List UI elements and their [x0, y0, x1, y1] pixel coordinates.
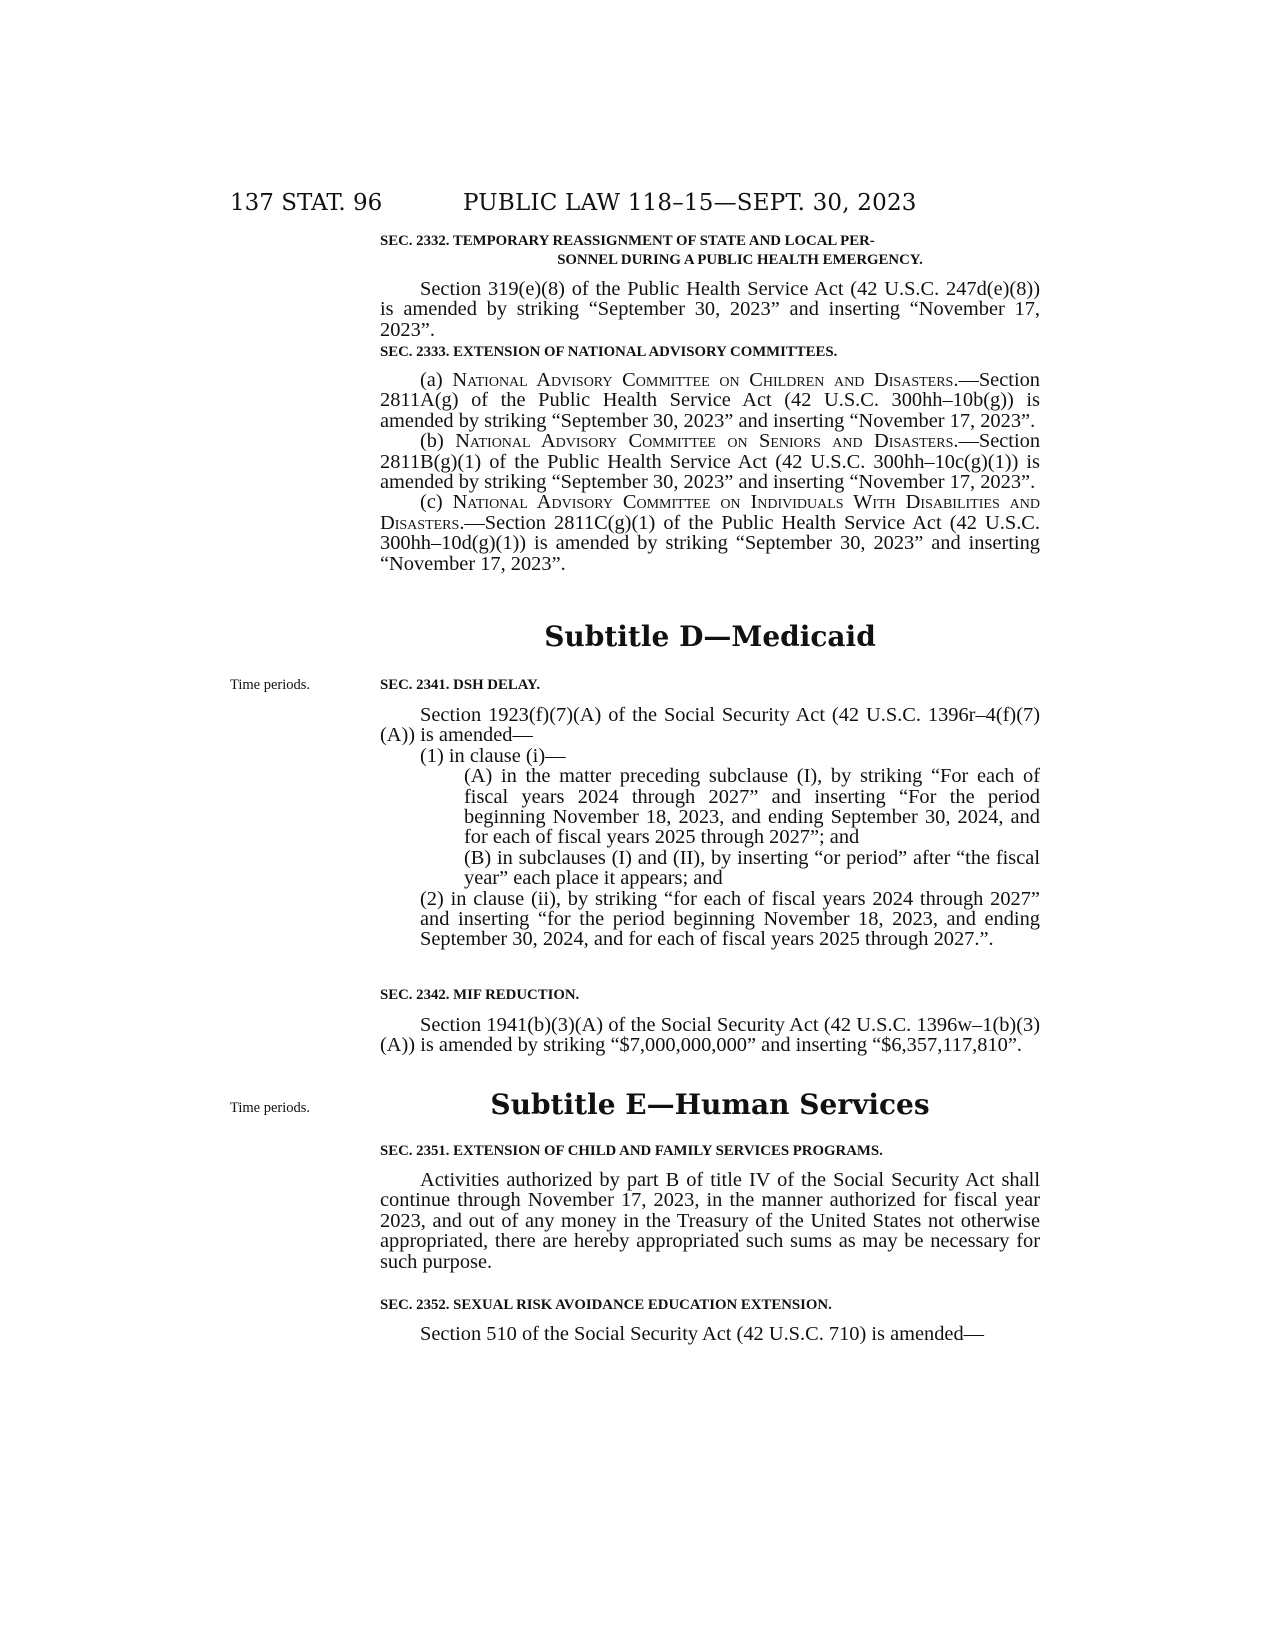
- section-intro: Section 1923(f)(7)(A) of the Social Security Act (42 U.S.C. 1396r–4(f)(7)(A)) is amended—: [380, 704, 1040, 747]
- subsection-label: (c): [420, 491, 453, 514]
- section-2351: [380, 1142, 1040, 1272]
- paragraph-1: (1) in clause (i)—: [420, 744, 566, 767]
- section-heading-line: SEC. 2332. TEMPORARY REASSIGNMENT OF STATE AND LOCAL PER-: [380, 233, 875, 249]
- subparagraph-text: (A) in the matter preceding subclause (I), by striking “For each of fiscal years 2024 through 2027” and inserting “For the period beginning November 18, 2023, and ending September 30, 2024, and for each of fiscal years 2025 through 2027”; and: [464, 765, 1040, 849]
- subsection-b: [380, 431, 1040, 492]
- margin-note: Time periods.: [230, 677, 311, 693]
- section-body: Section 1941(b)(3)(A) of the Social Security Act (42 U.S.C. 1396w–1(b)(3)(A)) is amended by striking “$7,000,000,000” and inserting “$6,357,117,810”.: [380, 1014, 1040, 1057]
- section-body: Section 510 of the Social Security Act (42 U.S.C. 710) is amended—: [420, 1323, 985, 1345]
- subtitle-heading: Subtitle D—Medicaid: [544, 620, 876, 653]
- page-number: 137 STAT. 96: [230, 190, 383, 216]
- subsection-label: (a): [420, 369, 453, 391]
- subparagraph-1b: (B) in subclauses (I) and (II), by inserting “or period” after “the fiscal year” each place it appears; and: [464, 846, 1040, 890]
- subsection-caption: National Advisory Committee on Children and Disasters: [452, 369, 954, 391]
- section-heading: SEC. 2351. EXTENSION OF CHILD AND FAMILY SERVICES PROGRAMS.: [380, 1143, 883, 1159]
- running-head: PUBLIC LAW 118–15—SEPT. 30, 2023: [463, 190, 917, 216]
- subsection-a: [380, 370, 1040, 431]
- section-2352: [380, 1296, 1040, 1344]
- section-heading: SEC. 2352. SEXUAL RISK AVOIDANCE EDUCATION EXTENSION.: [380, 1297, 832, 1313]
- subparagraph-1a: [464, 766, 1040, 848]
- section-body: Activities authorized by part B of title IV of the Social Security Act shall continue through November 17, 2023, in the manner authorized for fiscal year 2023, and out of any money in the Treasury of the United States not otherwise appropriated, there are hereby appropriated such sums as may be necessary for such purpose.: [380, 1169, 1040, 1273]
- subsection-label: (b): [420, 430, 456, 453]
- subsection-caption: National Advisory Committee on Individuals With Disabilities and Disasters: [380, 491, 1040, 534]
- subsection-caption: National Advisory Committee on Seniors and Disasters: [455, 430, 954, 453]
- subsection-text: .—Section 2811C(g)(1) of the Public Health Service Act (42 U.S.C. 300hh–10d(g)(1)) is amended by striking “September 30, 2023” and inserting “November 17, 2023”.: [380, 511, 1040, 575]
- section-heading-line: SONNEL DURING A PUBLIC HEALTH EMERGENCY.: [557, 252, 923, 268]
- subsection-text: .—Section 2811A(g) of the Public Health Service Act (42 U.S.C. 300hh–10b(g)) is amended by striking “September 30, 2023” and inserting “November 17, 2023”.: [380, 369, 1040, 432]
- margin-note: Time periods.: [230, 1100, 311, 1116]
- section-2333: [380, 343, 1040, 574]
- section-body: Section 319(e)(8) of the Public Health Service Act (42 U.S.C. 247d(e)(8)) is amended by striking “September 30, 2023” and inserting “November 17, 2023”.: [380, 278, 1040, 341]
- section-heading: SEC. 2333. EXTENSION OF NATIONAL ADVISORY COMMITTEES.: [380, 344, 838, 360]
- section-heading: [380, 232, 1040, 270]
- section-heading: SEC. 2341. DSH DELAY.: [380, 677, 541, 693]
- section-heading: SEC. 2342. MIF REDUCTION.: [380, 987, 580, 1003]
- section-2341: [380, 676, 1040, 950]
- subtitle-heading: Subtitle E—Human Services: [490, 1088, 930, 1121]
- paragraph-2: (2) in clause (ii), by striking “for each of fiscal years 2024 through 2027” and inserting “for the period beginning November 18, 2023, and ending September 30, 2024, and for each of fiscal years 2025 through 2027.”.: [420, 887, 1040, 951]
- subsection-c: [380, 492, 1040, 574]
- section-2332: [380, 232, 1040, 340]
- subsection-text: .—Section 2811B(g)(1) of the Public Health Service Act (42 U.S.C. 300hh–10c(g)(1)) is amended by striking “September 30, 2023” and inserting “November 17, 2023”.: [380, 430, 1041, 494]
- section-2342: [380, 986, 1040, 1056]
